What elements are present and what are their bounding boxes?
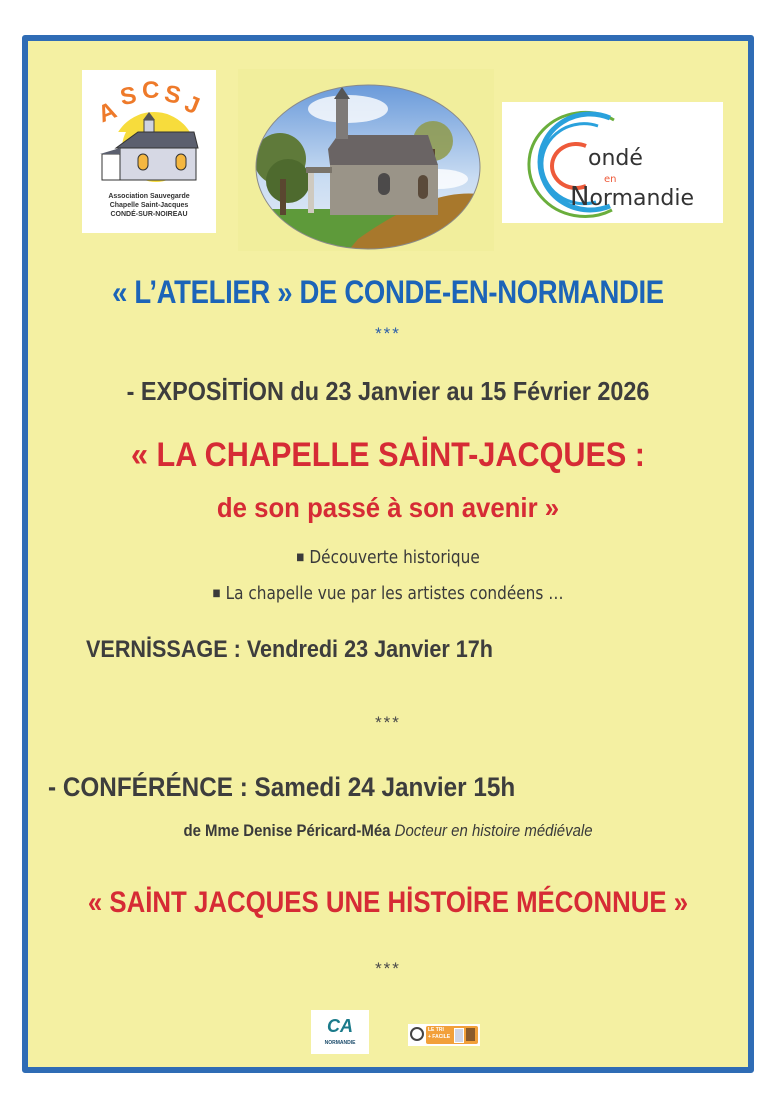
- svg-text:S: S: [162, 80, 184, 110]
- bullet-square-icon: ■: [296, 552, 305, 563]
- speaker-title: Docteur en histoire médiévale: [394, 821, 593, 840]
- exposition-subtitle: de son passé à son avenir »: [216, 492, 560, 523]
- credit-agricole-logo: CA NORMANDIE: [311, 1010, 369, 1054]
- svg-text:A: A: [94, 96, 121, 129]
- chapel-photo-image-icon: [238, 69, 494, 251]
- conde-en-normandie-logo: ondé en Normandie: [502, 102, 723, 223]
- bin-icon: [466, 1028, 475, 1041]
- speaker-name: de Mme Denise Péricard-Méa: [183, 821, 391, 840]
- bullet-item: ■ Découverte historique: [296, 547, 480, 568]
- ascsj-subtitle: Association Sauvegarde Chapelle Saint-Jacques CONDÉ-SUR-NOIREAU: [108, 193, 190, 218]
- conference-title: « SAİNT JACQUES UNE HİSTOİRE MÉCONNUE »: [87, 886, 689, 919]
- phone-icon: [454, 1028, 464, 1043]
- chapel-drawing-icon: [98, 112, 202, 186]
- separator: ***: [375, 959, 401, 978]
- bullet-item: ■ La chapelle vue par les artistes condéens …: [212, 583, 564, 604]
- separator: ***: [375, 713, 401, 732]
- conference-line: - CONFÉRÉNCE : Samedi 24 Janvier 15h: [48, 772, 516, 802]
- bullet-square-icon: ■: [212, 588, 221, 599]
- page-title: « L’ATELIER » DE CONDE-EN-NORMANDIE: [112, 274, 664, 310]
- vernissage-label: VERNİSSAGE :: [86, 636, 241, 663]
- normandie-word: ormandie: [589, 186, 695, 211]
- svg-text:S: S: [118, 81, 139, 112]
- poster-frame: [22, 35, 754, 1073]
- exposition-dates: - EXPOSİTİON du 23 Janvier au 15 Février 2026: [126, 376, 650, 406]
- separator: ***: [375, 324, 401, 343]
- triman-icon: [410, 1027, 424, 1041]
- exposition-title: « LA CHAPELLE SAİNT-JACQUES :: [130, 436, 646, 474]
- ascsj-logo: [82, 70, 216, 233]
- svg-text:J: J: [180, 89, 204, 121]
- speaker-line: [71, 821, 705, 841]
- vernissage-date: Vendredi 23 Janvier 17h: [246, 636, 493, 663]
- en-word: en: [604, 174, 617, 185]
- chapel-photo: [238, 69, 494, 251]
- vernissage-line: [86, 636, 493, 664]
- triman-logo: LE TRI + FACILE: [408, 1024, 480, 1046]
- svg-text:C: C: [142, 77, 160, 104]
- conde-word: ondé: [588, 146, 643, 171]
